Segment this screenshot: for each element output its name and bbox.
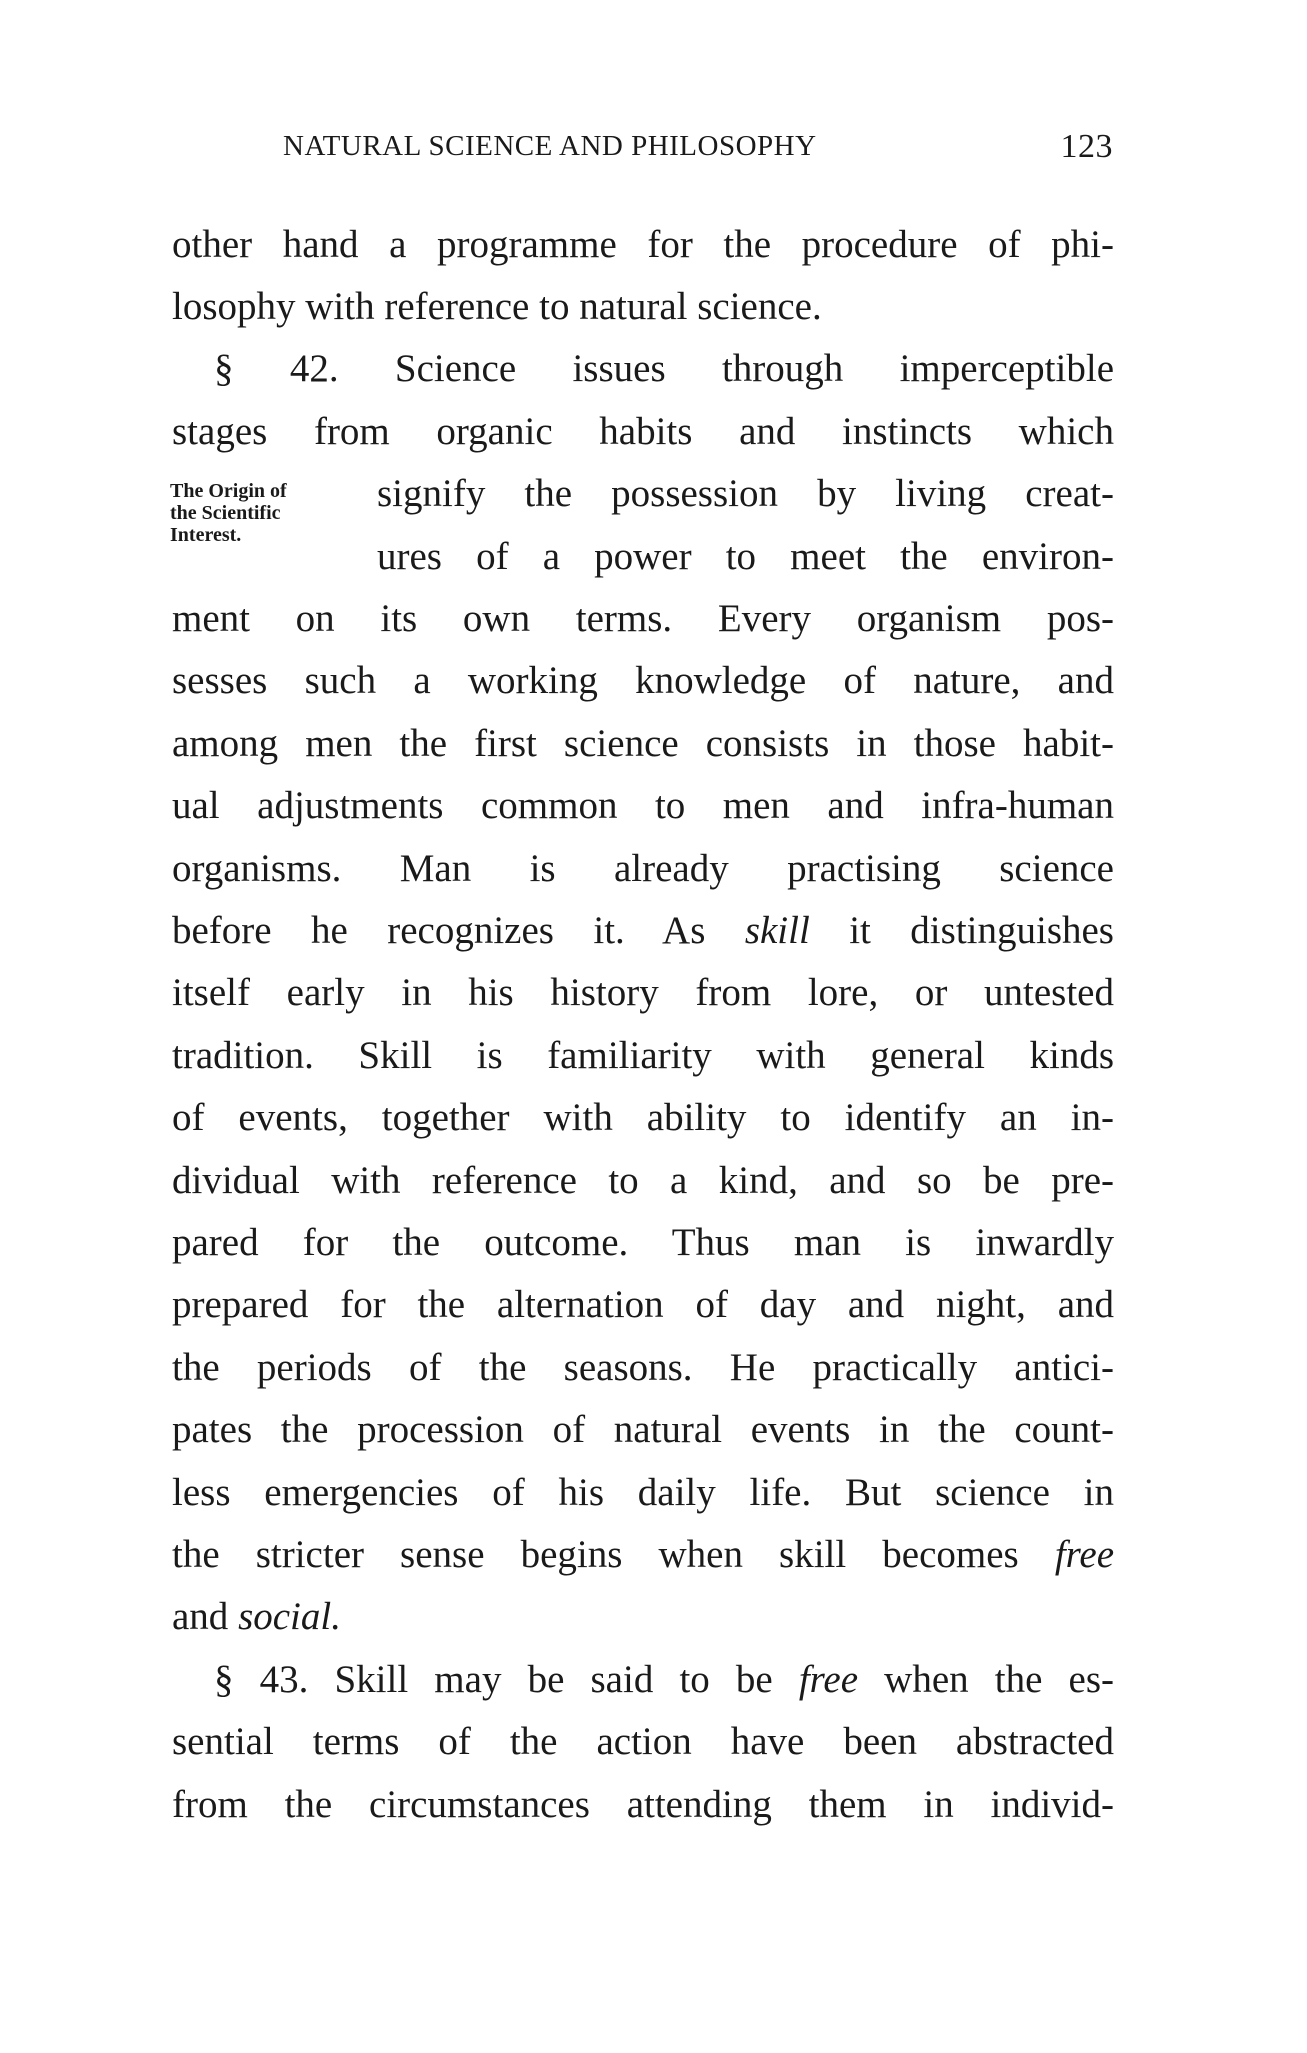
text-line: from the circumstances attending them in individ- [172, 1783, 1114, 1826]
text-line: ual adjustments common to men and infra-human [172, 784, 1114, 827]
text-run: it distinguishes [809, 909, 1114, 952]
text-line: signify the possession by living creat- [377, 472, 1114, 515]
text-line [172, 911, 1114, 950]
margin-note [170, 480, 350, 546]
italic-term: free [798, 1658, 859, 1701]
text-line: other hand a programme for the procedure of phi- [172, 223, 1114, 266]
italic-term: social. [238, 1595, 341, 1638]
text-line: prepared for the alternation of day and night, and [172, 1283, 1114, 1326]
page-number: 123 [1060, 128, 1113, 165]
text-line [172, 1535, 1114, 1574]
text-line: pates the procession of natural events in the count- [172, 1408, 1114, 1451]
text-run: the stricter sense begins when skill becomes [172, 1533, 1055, 1576]
text-line: ures of a power to meet the environ- [377, 535, 1114, 578]
margin-note-line: the Scientific [170, 502, 281, 524]
text-line: the periods of the seasons. He practically antici- [172, 1346, 1114, 1389]
text-line: pared for the outcome. Thus man is inwardly [172, 1221, 1114, 1264]
margin-note-line: The Origin of [170, 480, 287, 502]
running-head [283, 128, 1113, 168]
text-line: organisms. Man is already practising science [172, 847, 1114, 890]
text-line: tradition. Skill is familiarity with general kinds [172, 1034, 1114, 1077]
text-line: sential terms of the action have been abstracted [172, 1720, 1114, 1763]
text-line: ment on its own terms. Every organism pos- [172, 597, 1114, 640]
text-run: § 43. Skill may be said to be [214, 1658, 799, 1701]
text-line: dividual with reference to a kind, and so be pre- [172, 1159, 1114, 1202]
text-run: when the es- [858, 1658, 1114, 1701]
text-run: before he recognizes it. As [172, 909, 745, 952]
italic-term: skill [744, 909, 810, 952]
text-line: losophy with reference to natural science. [172, 285, 822, 328]
italic-term: free [1054, 1533, 1114, 1576]
text-line: itself early in his history from lore, or untested [172, 971, 1114, 1014]
text-line: among men the first science consists in those habit- [172, 722, 1114, 765]
paragraph-43-start [172, 1660, 1114, 1699]
text-line [172, 1597, 1114, 1636]
margin-note-line: Interest. [170, 524, 242, 546]
text-line: stages from organic habits and instincts which [172, 410, 1114, 453]
text-line: sesses such a working knowledge of nature, and [172, 659, 1114, 702]
text-run: and [172, 1595, 239, 1638]
running-title: NATURAL SCIENCE AND PHILOSOPHY [283, 130, 817, 162]
paragraph-42-start: § 42. Science issues through imperceptible [214, 347, 1114, 390]
text-line: of events, together with ability to identify an in- [172, 1096, 1114, 1139]
text-line: less emergencies of his daily life. But science in [172, 1471, 1114, 1514]
